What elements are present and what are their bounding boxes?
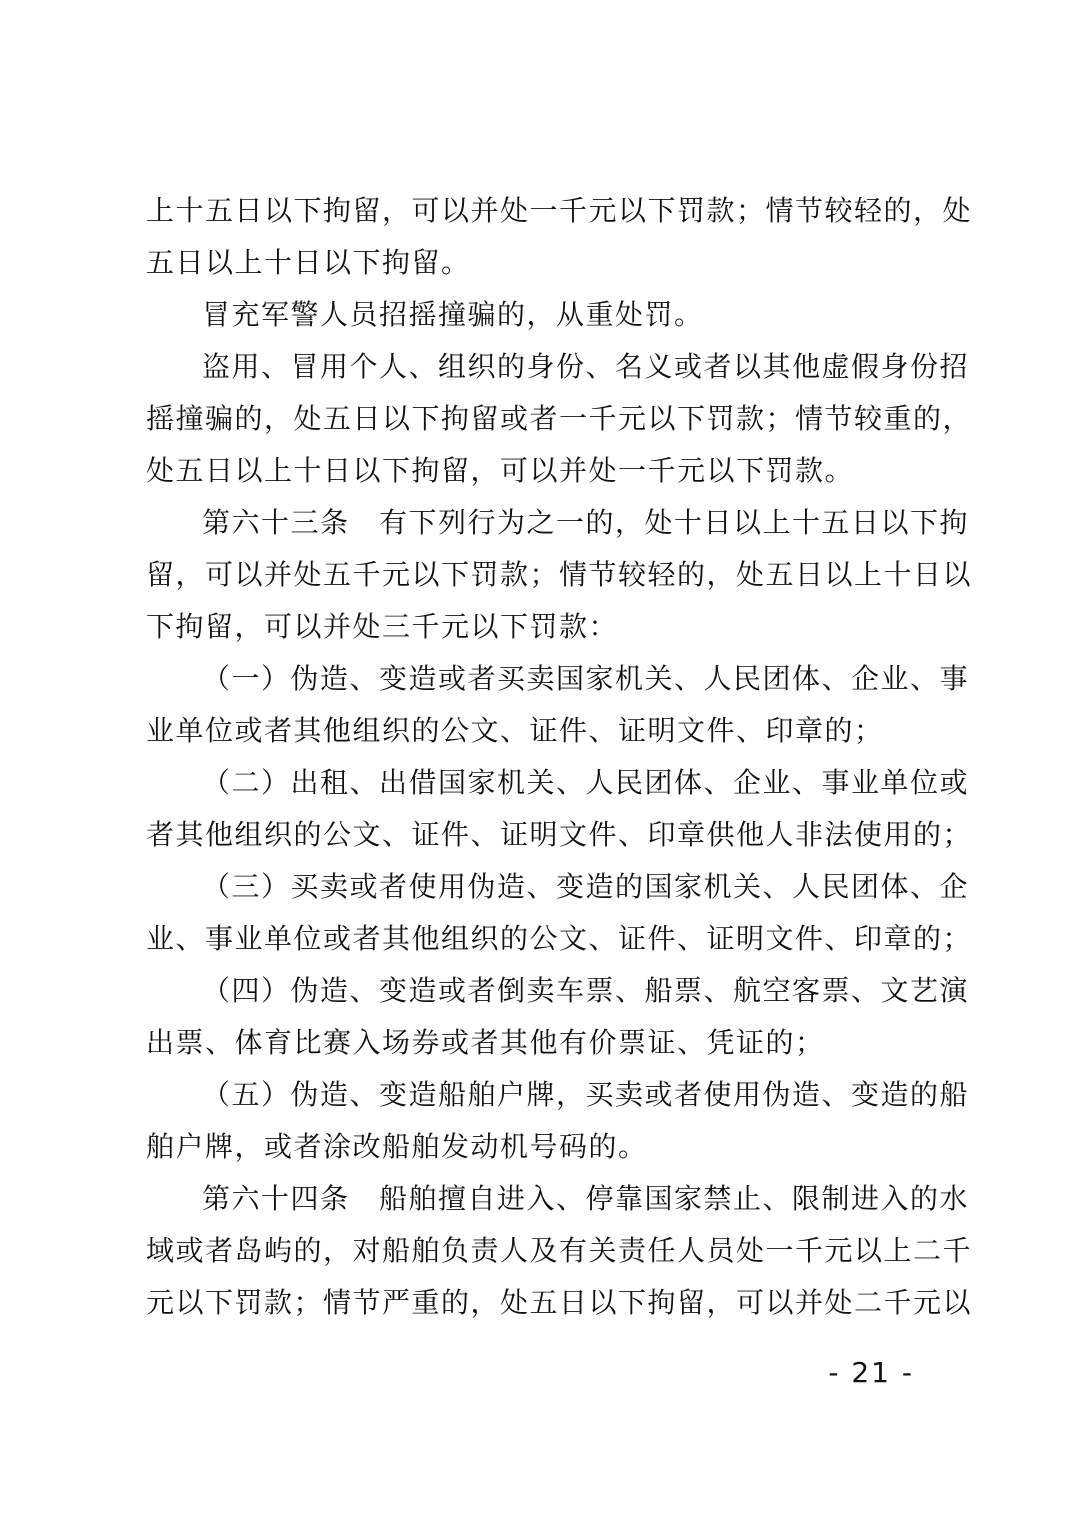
text-line: 出票、体育比赛入场券或者其他有价票证、凭证的；: [146, 1026, 825, 1059]
text-line: 摇撞骗的，处五日以下拘留或者一千元以下罚款；情节较重的，: [146, 402, 973, 435]
text-line: 元以下罚款；情节严重的，处五日以下拘留，可以并处二千元以: [146, 1286, 973, 1319]
page-number: - 21 -: [828, 1356, 914, 1389]
text-line: （四）伪造、变造或者倒卖车票、船票、航空客票、文艺演: [202, 974, 970, 1007]
text-line: 冒充军警人员招摇撞骗的，从重处罚。: [202, 298, 704, 331]
text-line: 第六十四条 船舶擅自进入、停靠国家禁止、限制进入的水: [202, 1182, 970, 1215]
text-line: 业、事业单位或者其他组织的公文、证件、证明文件、印章的；: [146, 922, 973, 955]
text-line: 舶户牌，或者涂改船舶发动机号码的。: [146, 1130, 648, 1163]
text-line: （二）出租、出借国家机关、人民团体、企业、事业单位或: [202, 766, 970, 799]
text-line: 下拘留，可以并处三千元以下罚款：: [146, 610, 619, 643]
text-line: 者其他组织的公文、证件、证明文件、印章供他人非法使用的；: [146, 818, 973, 851]
text-line: 五日以上十日以下拘留。: [146, 246, 471, 279]
text-line: （三）买卖或者使用伪造、变造的国家机关、人民团体、企: [202, 870, 970, 903]
text-line: 业单位或者其他组织的公文、证件、证明文件、印章的；: [146, 714, 884, 747]
text-line: 盗用、冒用个人、组织的身份、名义或者以其他虚假身份招: [202, 350, 970, 383]
text-line: （一）伪造、变造或者买卖国家机关、人民团体、企业、事: [202, 662, 970, 695]
text-line: 留，可以并处五千元以下罚款；情节较轻的，处五日以上十日以: [146, 558, 973, 591]
document-body: [146, 185, 973, 1329]
text-line: 处五日以上十日以下拘留，可以并处一千元以下罚款。: [146, 454, 855, 487]
text-line: 域或者岛屿的，对船舶负责人及有关责任人员处一千元以上二千: [146, 1234, 973, 1267]
text-line: 上十五日以下拘留，可以并处一千元以下罚款；情节较轻的，处: [146, 194, 973, 227]
text-line: 第六十三条 有下列行为之一的，处十日以上十五日以下拘: [202, 506, 970, 539]
text-line: （五）伪造、变造船舶户牌，买卖或者使用伪造、变造的船: [202, 1078, 970, 1111]
